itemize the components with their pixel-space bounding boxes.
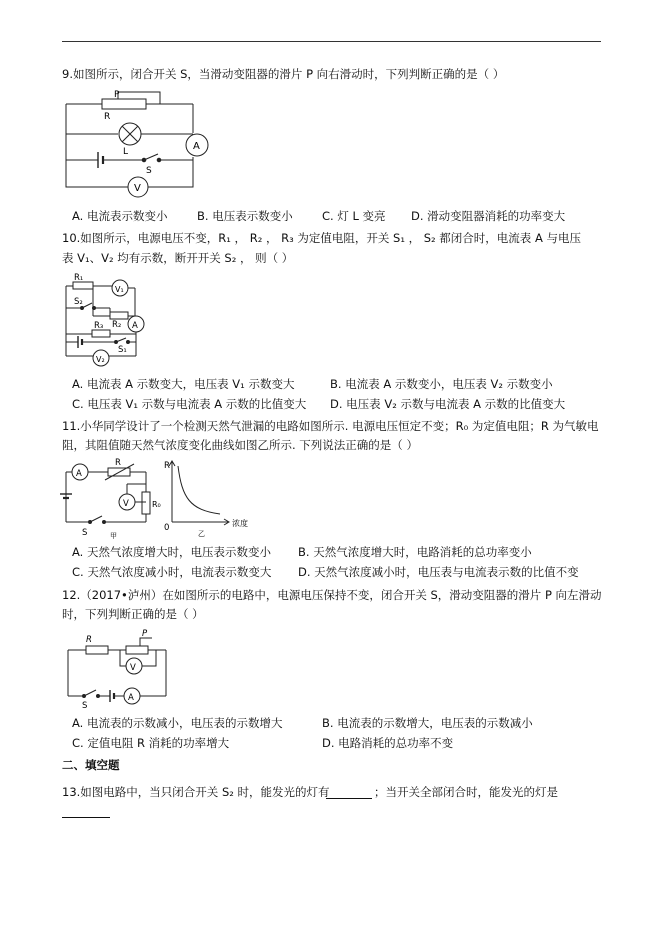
q10-r3 — [92, 330, 110, 337]
q12-option-b[interactable]: B. 电流表的示数增大，电压表的示数减小 — [322, 716, 533, 730]
q11-label-yi: 乙 — [198, 530, 205, 538]
q9-stem: 9.如图所示，闭合开关 S，当滑动变阻器的滑片 P 向右滑动时，下列判断正确的是（ ） — [62, 67, 505, 81]
q10-label-s2: S₂ — [74, 297, 83, 307]
q9-label-s: S — [146, 166, 152, 176]
q13-answer-blank-1[interactable] — [326, 798, 372, 799]
q10-option-b[interactable]: B. 电流表 A 示数变小，电压表 V₂ 示数变小 — [330, 377, 553, 391]
q11-option-b[interactable]: B. 天然气浓度增大时，电路消耗的总功率变小 — [298, 545, 532, 559]
q12-label-a: A — [128, 693, 134, 703]
q11-label-jia: 甲 — [110, 532, 117, 540]
q10-r2 — [110, 312, 128, 319]
section-title-fill-blank: 二、填空题 — [62, 758, 120, 772]
q10-label-a: A — [132, 321, 138, 331]
q11-stem-line1: 11.小华同学设计了一个检测天然气泄漏的电路如图所示. 电源电压恒定不变；R₀ 为定值电阻；R 为气敏电 — [62, 419, 599, 433]
q10-label-v1: V₁ — [115, 285, 124, 294]
q12-label-r: R — [86, 635, 92, 645]
q11-option-d[interactable]: D. 天然气浓度减小时，电压表与电流表示数的比值不变 — [298, 565, 579, 579]
q13-answer-blank-2[interactable] — [62, 817, 110, 818]
q9-label-l: L — [123, 147, 129, 157]
q10-option-c[interactable]: C. 电压表 V₁ 示数与电流表 A 示数的比值变大 — [72, 397, 307, 411]
q10-label-r2: R₂ — [112, 320, 122, 330]
q9-wire — [66, 104, 193, 187]
q11-option-c[interactable]: C. 天然气浓度减小时，电流表示数变大 — [72, 565, 272, 579]
q9-option-b[interactable]: B. 电压表示数变小 — [197, 209, 293, 223]
q13-stem-part-a: 13.如图电路中，当只闭合开关 S₂ 时，能发光的灯有 — [62, 785, 330, 799]
q10-option-a[interactable]: A. 电流表 A 示数变大，电压表 V₁ 示数变大 — [72, 377, 295, 391]
header-rule — [62, 41, 601, 42]
q12-label-v: V — [130, 663, 136, 673]
q10-option-d[interactable]: D. 电压表 V₂ 示数与电流表 A 示数的比值变大 — [330, 397, 566, 411]
q12-rheostat — [126, 646, 148, 654]
q10-stem-line2: 表 V₁、V₂ 均有示数，断开开关 S₂ ， 则（ ） — [62, 251, 294, 265]
q9-label-v: V — [134, 183, 141, 194]
q12-option-d[interactable]: D. 电路消耗的总功率不变 — [322, 736, 454, 750]
q12-option-a[interactable]: A. 电流表的示数减小，电压表的示数增大 — [72, 716, 283, 730]
q12-label-s: S — [82, 701, 88, 710]
q11-label-axis-r: R — [164, 461, 170, 471]
q9-label-r: R — [104, 112, 111, 122]
q10-label-v2: V₂ — [96, 355, 105, 364]
q10-label-r1: R₁ — [74, 273, 84, 283]
q10-r1 — [73, 282, 93, 289]
q9-label-p: P — [114, 90, 120, 100]
q11-label-v: V — [123, 499, 129, 509]
q9-option-a[interactable]: A. 电流表示数变小 — [72, 209, 168, 223]
q12-label-p: P — [142, 629, 148, 639]
q9-circuit-figure — [60, 88, 210, 200]
q11-r0 — [142, 492, 150, 514]
q11-label-concentration: 浓度 — [232, 519, 248, 528]
q9-rheostat — [102, 99, 146, 109]
q11-label-a: A — [76, 469, 82, 479]
q9-option-d[interactable]: D. 滑动变阻器消耗的功率变大 — [411, 209, 566, 223]
q9-label-a: A — [193, 141, 200, 152]
q10-circuit-figure — [60, 270, 152, 370]
q12-stem-line1: 12.（2017•泸州）在如图所示的电路中，电源电压保持不变，闭合开关 S，滑动变阻器的滑片 P 向左滑动 — [62, 588, 602, 602]
q11-option-a[interactable]: A. 天然气浓度增大时，电压表示数变小 — [72, 545, 271, 559]
q12-resistor-r — [86, 646, 108, 654]
q12-option-c[interactable]: C. 定值电阻 R 消耗的功率增大 — [72, 736, 230, 750]
q13-stem-part-b: ；当开关全部闭合时，能发光的灯是 — [374, 785, 558, 799]
q11-label-r: R — [115, 458, 121, 468]
q11-stem-line2: 阻，其阻值随天然气浓度变化曲线如图乙所示. 下列说法正确的是（ ） — [62, 438, 418, 452]
q11-label-s: S — [82, 528, 88, 538]
q11-gas-curve — [178, 466, 220, 514]
q10-label-r3: R₃ — [94, 321, 104, 331]
q11-label-origin: 0 — [164, 523, 170, 533]
q11-label-r0: R₀ — [152, 500, 161, 509]
q9-option-c[interactable]: C. 灯 L 变亮 — [322, 209, 386, 223]
q11-circuit-figure — [60, 458, 260, 540]
q10-label-s1: S₁ — [118, 345, 127, 355]
q10-stem-line1: 10.如图所示，电源电压不变，R₁ ， R₂ ， R₃ 为定值电阻，开关 S₁ ， S₂ 都闭合时，电流表 A 与电压 — [62, 231, 581, 245]
q12-stem-line2: 时，下列判断正确的是（ ） — [62, 607, 204, 621]
q12-circuit-figure — [62, 628, 172, 710]
